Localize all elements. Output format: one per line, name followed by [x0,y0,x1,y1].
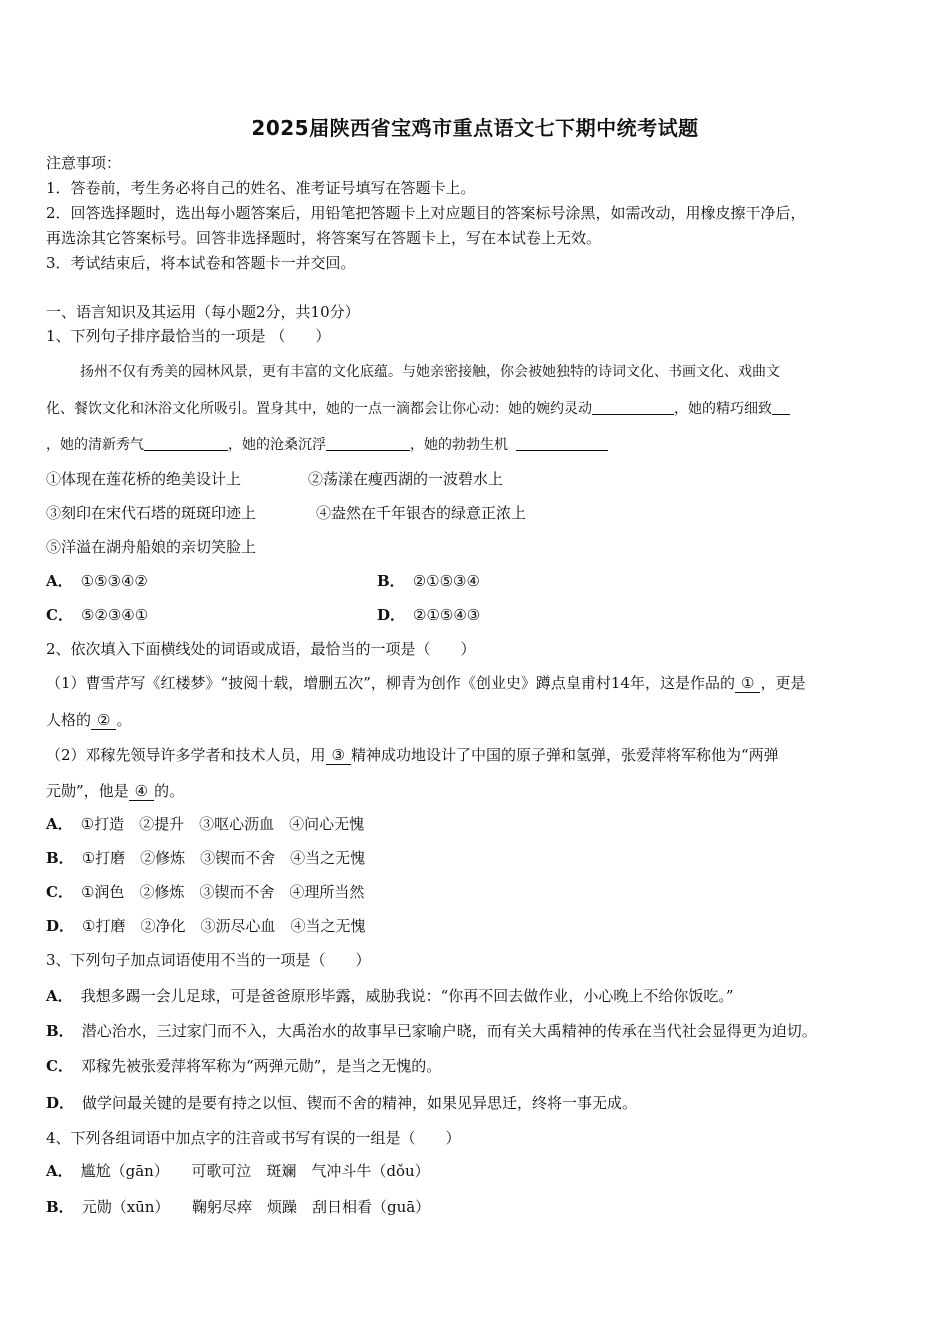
option-b[interactable]: B． 潜心治水，三过家门而不入，大禹治水的故事早已家喻户晓，而有关大禹精神的传承在当代社会显得更为迫切。 [46,1022,817,1040]
answer-blank: ② [91,711,116,730]
answer-blank [326,434,410,451]
question-stem-4: 4、下列各组词语中加点字的注音或书写有误的一组是（ ） [46,1129,461,1147]
option-a[interactable]: A． ①打造 ②提升 ③呕心沥血 ④问心无愧 [46,815,365,833]
option-d[interactable]: D． ①打磨 ②净化 ③沥尽心血 ④当之无愧 [46,917,366,935]
passage-text: 化、餐饮文化和沐浴文化所吸引。置身其中，她的一点一滴都会让你心动：她的婉约灵动 [46,401,592,417]
option-b[interactable]: B． ①打磨 ②修炼 ③锲而不舍 ④当之无愧 [46,849,366,867]
sentence-choice: ⑤洋溢在湖舟船娘的亲切笑脸上 [46,538,257,556]
sentence-choice: ②荡漾在瘦西湖的一波碧水上 [308,470,504,488]
answer-blank: ③ [326,746,351,765]
passage-text: ，她的精巧细致 [674,401,772,417]
passage-line [46,434,908,455]
option-d[interactable]: D． ②①⑤④③ [377,606,481,624]
passage-text: ，她的沧桑沉浮 [228,437,326,453]
sentence-choice: ①体现在莲花桥的绝美设计上 [46,470,242,488]
passage-text: ，她的勃勃生机 [410,437,508,453]
answer-blank: ④ [129,782,154,801]
option-d[interactable]: D． 做学问最关键的是要有持之以恒、锲而不舍的精神，如果见异思迁，终将一事无成。 [46,1094,638,1112]
sentence-choice: ③刻印在宋代石塔的斑斑印迹上 [46,504,257,522]
option-b[interactable]: B． ②①⑤③④ [377,572,480,590]
answer-blank [144,434,228,451]
question-stem-1: 1、下列句子排序最恰当的一项是 （ ） [46,327,331,345]
notice-item: 1．答卷前，考生务必将自己的姓名、准考证号填写在答题卡上。 [46,179,476,197]
option-c[interactable]: C． ⑤②③④① [46,606,149,624]
notice-item: 2．回答选择题时，选出每小题答案后，用铅笔把答题卡上对应题目的答案标号涂黑，如需改动，用橡皮擦干净后， [46,204,806,222]
page-title: 2025届陕西省宝鸡市重点语文七下期中统考试题 [251,116,699,140]
answer-blank: ① [735,674,760,693]
question-text: 元勋”，他是 ④ 的。 [46,782,185,800]
option-c[interactable]: C． 邓稼先被张爱萍将军称为“两弹元勋”，是当之无愧的。 [46,1057,442,1075]
question-stem-3: 3、下列句子加点词语使用不当的一项是（ ） [46,951,371,969]
passage-text: ，她的清新秀气 [46,437,144,453]
question-text: （1）曹雪芹写《红楼梦》“披阅十载，增删五次”，柳青为创作《创业史》蹲点皇甫村14年，这是作品的 ① ，更是 [46,674,806,692]
question-text: （2）邓稼先领导许多学者和技术人员，用 ③ 精神成功地设计了中国的原子弹和氢弹，张爱萍将军称他为“两弹 [46,746,779,764]
passage-line: 扬州不仅有秀美的园林风景，更有丰富的文化底蕴。与她亲密接触，你会被她独特的诗词文化、书画文化、戏曲文 [80,364,780,380]
option-a[interactable]: A． 尴尬（gān） 可歌可泣 斑斓 气冲斗牛（dǒu） [46,1162,430,1180]
passage-line [46,398,908,419]
section-heading: 一、语言知识及其运用（每小题2分，共10分） [46,303,360,321]
sentence-choice: ④盎然在千年银杏的绿意正浓上 [316,504,527,522]
notice-item: 3．考试结束后，将本试卷和答题卡一并交回。 [46,254,356,272]
question-stem-2: 2、依次填入下面横线处的词语或成语，最恰当的一项是（ ） [46,640,476,658]
notice-item: 再选涂其它答案标号。回答非选择题时，将答案写在答题卡上，写在本试卷上无效。 [46,229,602,247]
option-c[interactable]: C． ①润色 ②修炼 ③锲而不舍 ④理所当然 [46,883,365,901]
option-a[interactable]: A． ①⑤③④② [46,572,148,590]
question-text: 人格的 ② 。 [46,711,132,729]
answer-blank [592,398,674,415]
answer-blank [772,398,790,415]
answer-blank [516,434,608,451]
option-a[interactable]: A． 我想多踢一会儿足球，可是爸爸原形毕露，威胁我说：“你再不回去做作业，小心晚上不给你饭吃。” [46,987,734,1005]
option-b[interactable]: B． 元勋（xūn） 鞠躬尽瘁 烦躁 刮日相看（guā） [46,1198,431,1216]
notice-heading: 注意事项： [46,154,122,172]
